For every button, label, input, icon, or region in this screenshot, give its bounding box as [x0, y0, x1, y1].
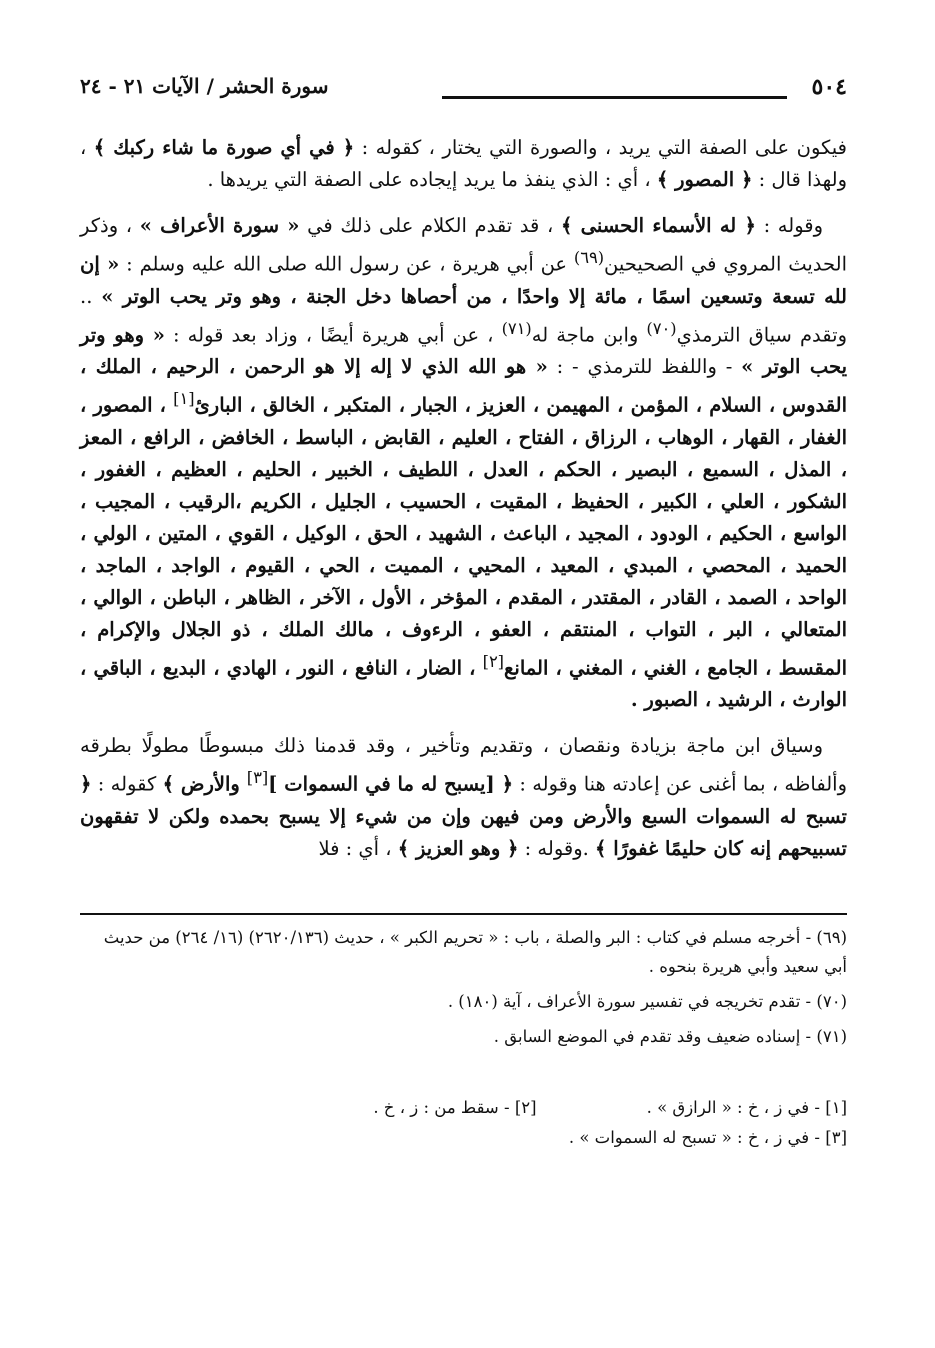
spacer: [537, 1093, 647, 1123]
footnote-ref-69: (٦٩): [573, 248, 605, 267]
variant-note-3: [٣] - في ز ، خ : « تسبح له السموات » .: [568, 1127, 847, 1147]
text-run: ، وذكر الحديث المروي في الصحيحين: [80, 214, 847, 276]
names-list: ، الضار ، النافع ، النور ، الهادي ، البديع ، الباقي ، الوارث ، الرشيد ، الصبور .: [80, 656, 847, 711]
quran-quote: ﴿ [يسبح له ما في السموات ]: [268, 772, 513, 796]
quran-quote: ﴿ في أي صورة ما شاء ركبك ﴾: [93, 136, 355, 159]
footnote-ref-71: (٧١): [501, 318, 532, 338]
paragraph-2: [80, 210, 847, 716]
text-run: وقوله :: [755, 214, 824, 237]
quran-quote: ﴿ له الأسماء الحسنى ﴾: [560, 214, 756, 237]
names-list: « هو الله الذي لا إله إلا هو الرحمن ، الرحيم ، الملك ، القدوس ، السلام ، المؤمن ، المهيمن ، العزيز ، الجبار ، المتكبر ، الخالق ، البارئ: [80, 355, 847, 417]
header-rule: [442, 96, 787, 99]
text-run: وسياق ابن ماجة بزيادة ونقصان ، وتقديم وتأخير ، وقد قدمنا ذلك مبسوطًا مطولًا بطرقه وألفاظه ، بما أغنى عن إعادته هنا وقوله :: [80, 734, 847, 796]
text-run: ، أي : فلا: [318, 836, 398, 860]
hadith-quote: « إن لله تسعة وتسعين اسمًا ، مائة إلا واحدًا ، من أحصاها دخل الجنة ، وهو وتر يحب الوتر »: [80, 252, 847, 308]
variant-ref-3: [٣]: [246, 768, 269, 787]
hadith-quote: « وهو وتر يحب الوتر »: [80, 323, 847, 378]
footnote-69: (٦٩) - أخرجه مسلم في كتاب : البر والصلة ، باب : « تحريم الكبر » ، حديث (٢٦٢٠/١٣٦) (١٦/ ٢٦٤) من حديث أبي سعيد وأبي هريرة بنحوه .: [103, 927, 847, 976]
footnote-70: (٧٠) - تقدم تخريجه في تفسير سورة الأعراف ، آية (١٨٠) .: [447, 991, 847, 1011]
text-run: كقوله :: [91, 772, 163, 796]
paragraph-3: [80, 730, 847, 865]
page-number: ٥٠٤: [811, 74, 847, 100]
sura-reference: « سورة الأعراف »: [139, 214, 300, 237]
text-run: .. وتقدم سياق الترمذي: [80, 284, 847, 346]
text-run: ، أي : الذي ينفذ ما يريد إيجاده على الصفة التي يريدها .: [207, 168, 657, 191]
text-run: ، عن أبي هريرة أيضًا ، وزاد بعد قوله :: [164, 323, 502, 346]
quran-quote: ﴿ تسبح له السموات السبع والأرض ومن فيهن وإن من شيء إلا يسبح بحمده ولكن لا تفقهون تسبيحهم إنه كان حليمًا غفورًا ﴾: [80, 772, 847, 860]
running-title: سورة الحشر / الآيات ٢١ - ٢٤: [80, 74, 329, 98]
variant-note-2: [٢] - سقط من : ز ، خ .: [373, 1097, 537, 1117]
text-run: عن أبي هريرة ، عن رسول الله صلى الله عليه وسلم :: [119, 252, 574, 276]
variant-ref-1: [١]: [173, 389, 195, 408]
variant-notes-row: [80, 1123, 847, 1153]
variant-notes-row: [80, 1093, 847, 1123]
variant-note-1: [١] - في ز ، خ : « الرازق » .: [646, 1097, 847, 1117]
text-run: ، قد تقدم الكلام على ذلك في: [299, 214, 561, 237]
text-run: فيكون على الصفة التي يريد ، والصورة التي يختار ، كقوله :: [354, 136, 847, 159]
text-run: وابن ماجة له: [531, 323, 647, 346]
footnote-71: (٧١) - إسناده ضعيف وقد تقدم في الموضع السابق .: [493, 1026, 847, 1046]
variant-ref-2: [٢]: [482, 651, 505, 671]
text-run: ، ولهذا قال :: [80, 136, 847, 191]
names-list: ، المصور ، الغفار ، القهار ، الوهاب ، الرزاق ، الفتاح ، العليم ، القابض ، الباسط ، الخافض ، الرافع ، المعز ، المذل ، السميع ، البصير ، الحكم ، العدل ، اللطيف ، الخبير ، الحليم ، العظيم ، الغفور ، الشكور ، العلي ، الكبير ، الحفيظ ، المقيت ، الحسيب ، الجليل ، الكريم ،الرقيب ، المجيب ، الواسع ، الحكيم ، الودود ، المجيد ، الباعث ، الشهيد ، الحق ، الوكيل ، القوي ، المتين ، الولي ، الحميد ، المحصي ، المبدي ، المعيد ، المحيي ، المميت ، الحي ، القيوم ، الواجد ، الماجد ، الواحد ، الصمد ، القادر ، المقتدر ، المقدم ، المؤخر ، الأول ، الآخر ، الظاهر ، الباطن ، الوالي ، المتعالي ، البر ، التواب ، المنتقم ، العفو ، الرءوف ، مالك الملك ، ذو الجلال والإكرام ، المقسط ، الجامع ، الغني ، المغني ، المانع: [80, 393, 847, 679]
page-header: [80, 60, 847, 106]
quran-quote: والأرض ﴾: [162, 772, 247, 796]
footnote-divider: [80, 913, 847, 915]
text-run: - واللفظ للترمذي - :: [547, 355, 742, 378]
footnotes: [80, 923, 847, 1051]
quran-quote: ﴿ المصور ﴾: [656, 168, 753, 191]
paragraph-1: [80, 132, 847, 196]
variant-notes: [80, 1093, 847, 1153]
text-run: .وقوله :: [518, 836, 596, 860]
book-page: [80, 60, 847, 1288]
quran-quote: ﴿ وهو العزيز ﴾: [397, 836, 519, 860]
footnote-ref-70: (٧٠): [646, 318, 677, 338]
